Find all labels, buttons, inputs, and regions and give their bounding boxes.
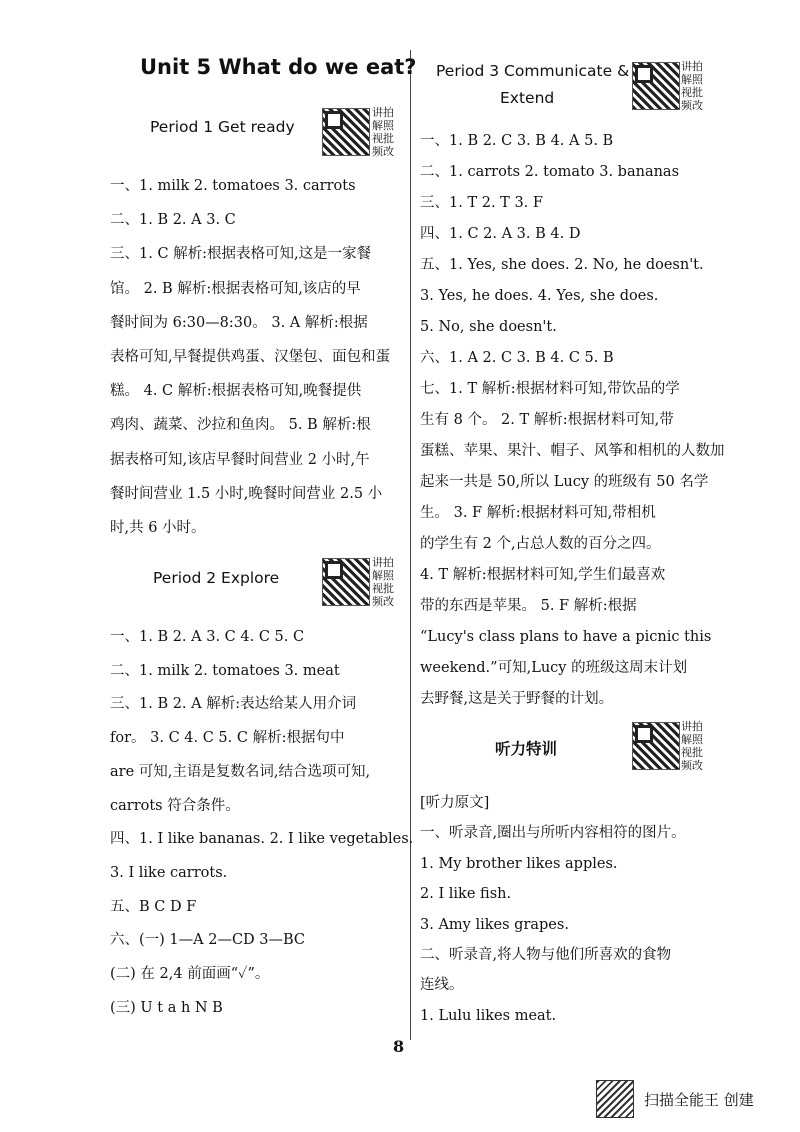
answer-line: 四、1. C 2. A 3. B 4. D: [420, 226, 581, 242]
answer-line: 据表格可知,该店早餐时间营业 2 小时,午: [110, 451, 370, 468]
answer-line: 三、1. T 2. T 3. F: [420, 195, 543, 211]
answer-line: 糕。 4. C 解析:根据表格可知,晚餐提供: [110, 383, 362, 400]
listening-line: 1. My brother likes apples.: [420, 855, 618, 872]
listening-line: 一、听录音,圈出与所听内容相符的图片。: [420, 825, 686, 842]
answer-line: 二、1. milk 2. tomatoes 3. meat: [110, 662, 340, 679]
answer-line: 的学生有 2 个,占总人数的百分之四。: [420, 536, 661, 552]
answer-line: 一、1. B 2. C 3. B 4. A 5. B: [420, 133, 614, 149]
answer-line: 七、1. T 解析:根据材料可知,带饮品的学: [420, 381, 680, 397]
answer-line: 一、1. B 2. A 3. C 4. C 5. C: [110, 629, 305, 645]
answer-line: 餐时间为 6:30—8:30。 3. A 解析:根据: [110, 314, 368, 331]
period2-heading: Period 2 Explore: [153, 569, 280, 587]
listening-line: 连线。: [420, 977, 464, 994]
answer-line: 五、B C D F: [110, 898, 197, 915]
listening-line: 1. Lulu likes meat.: [420, 1007, 557, 1024]
answer-line: 3. Yes, he does. 4. Yes, she does.: [420, 288, 659, 304]
answer-line: 一、1. milk 2. tomatoes 3. carrots: [110, 178, 356, 194]
answer-line: 五、1. Yes, she does. 2. No, he doesn't.: [420, 257, 704, 273]
answer-line: 时,共 6 小时。: [110, 520, 206, 536]
answer-line: 三、1. B 2. A 解析:表达给某人用介词: [110, 696, 357, 713]
answer-line: 3. I like carrots.: [110, 864, 228, 881]
answer-line: “Lucy's class plans to have a picnic this: [420, 629, 712, 645]
period1-heading: Period 1 Get ready: [150, 118, 295, 136]
answer-line: 生。 3. F 解析:根据材料可知,带相机: [420, 505, 656, 521]
listening-line: [听力原文]: [420, 795, 490, 811]
answer-line: 二、1. carrots 2. tomato 3. bananas: [420, 164, 680, 180]
answer-line: 蛋糕、苹果、果汁、帽子、风筝和相机的人数加: [420, 443, 725, 459]
answer-line: 4. T 解析:根据材料可知,学生们最喜欢: [420, 567, 666, 583]
qr-code-icon: [632, 62, 680, 110]
answer-line: 馆。 2. B 解析:根据表格可知,该店的早: [110, 280, 361, 297]
answer-line: weekend.”可知,Lucy 的班级这周末计划: [420, 660, 688, 676]
column-divider: [410, 50, 411, 1040]
qr-label: 讲拍解照视批频改: [681, 60, 703, 112]
qr-label: 讲拍解照视批频改: [372, 556, 394, 608]
qr-code-icon: [322, 108, 370, 156]
listening-line: 2. I like fish.: [420, 886, 512, 903]
answer-line: (三) U t a h N B: [110, 999, 223, 1016]
answer-line: 三、1. C 解析:根据表格可知,这是一家餐: [110, 246, 372, 263]
period3-heading-2: Extend: [500, 89, 555, 107]
answer-line: 四、1. I like bananas. 2. I like vegetables.: [110, 831, 414, 848]
answer-line: for。 3. C 4. C 5. C 解析:根据句中: [110, 730, 345, 747]
unit-title: Unit 5 What do we eat?: [140, 55, 417, 79]
listening-heading: 听力特训: [495, 740, 558, 758]
answer-line: carrots 符合条件。: [110, 797, 240, 814]
period3-heading: Period 3 Communicate &: [436, 62, 630, 80]
scanner-qr-icon: [596, 1080, 634, 1118]
answer-line: (二) 在 2,4 前面画“✓”。: [110, 966, 270, 982]
answer-line: 餐时间营业 1.5 小时,晚餐时间营业 2.5 小: [110, 485, 383, 502]
answer-line: are 可知,主语是复数名词,结合选项可知,: [110, 763, 371, 780]
qr-label: 讲拍解照视批频改: [372, 106, 394, 158]
listening-line: 3. Amy likes grapes.: [420, 916, 569, 933]
page-number: 8: [393, 1037, 405, 1056]
answer-line: 表格可知,早餐提供鸡蛋、汉堡包、面包和蛋: [110, 349, 391, 365]
scanner-watermark: 扫描全能王 创建: [644, 1091, 754, 1109]
answer-line: 六、1. A 2. C 3. B 4. C 5. B: [420, 350, 614, 366]
answer-line: 鸡肉、蔬菜、沙拉和鱼肉。 5. B 解析:根: [110, 417, 371, 434]
qr-label: 讲拍解照视批频改: [681, 720, 703, 772]
answer-line: 去野餐,这是关于野餐的计划。: [420, 691, 614, 707]
answer-line: 起来一共是 50,所以 Lucy 的班级有 50 名学: [420, 474, 709, 490]
qr-code-icon: [322, 558, 370, 606]
answer-line: 二、1. B 2. A 3. C: [110, 212, 236, 229]
listening-line: 二、听录音,将人物与他们所喜欢的食物: [420, 947, 672, 963]
answer-line: 5. No, she doesn't.: [420, 319, 557, 335]
qr-code-icon: [632, 722, 680, 770]
answer-line: 六、(一) 1—A 2—CD 3—BC: [110, 932, 306, 949]
answer-line: 带的东西是苹果。 5. F 解析:根据: [420, 598, 637, 614]
answer-line: 生有 8 个。 2. T 解析:根据材料可知,带: [420, 412, 674, 428]
